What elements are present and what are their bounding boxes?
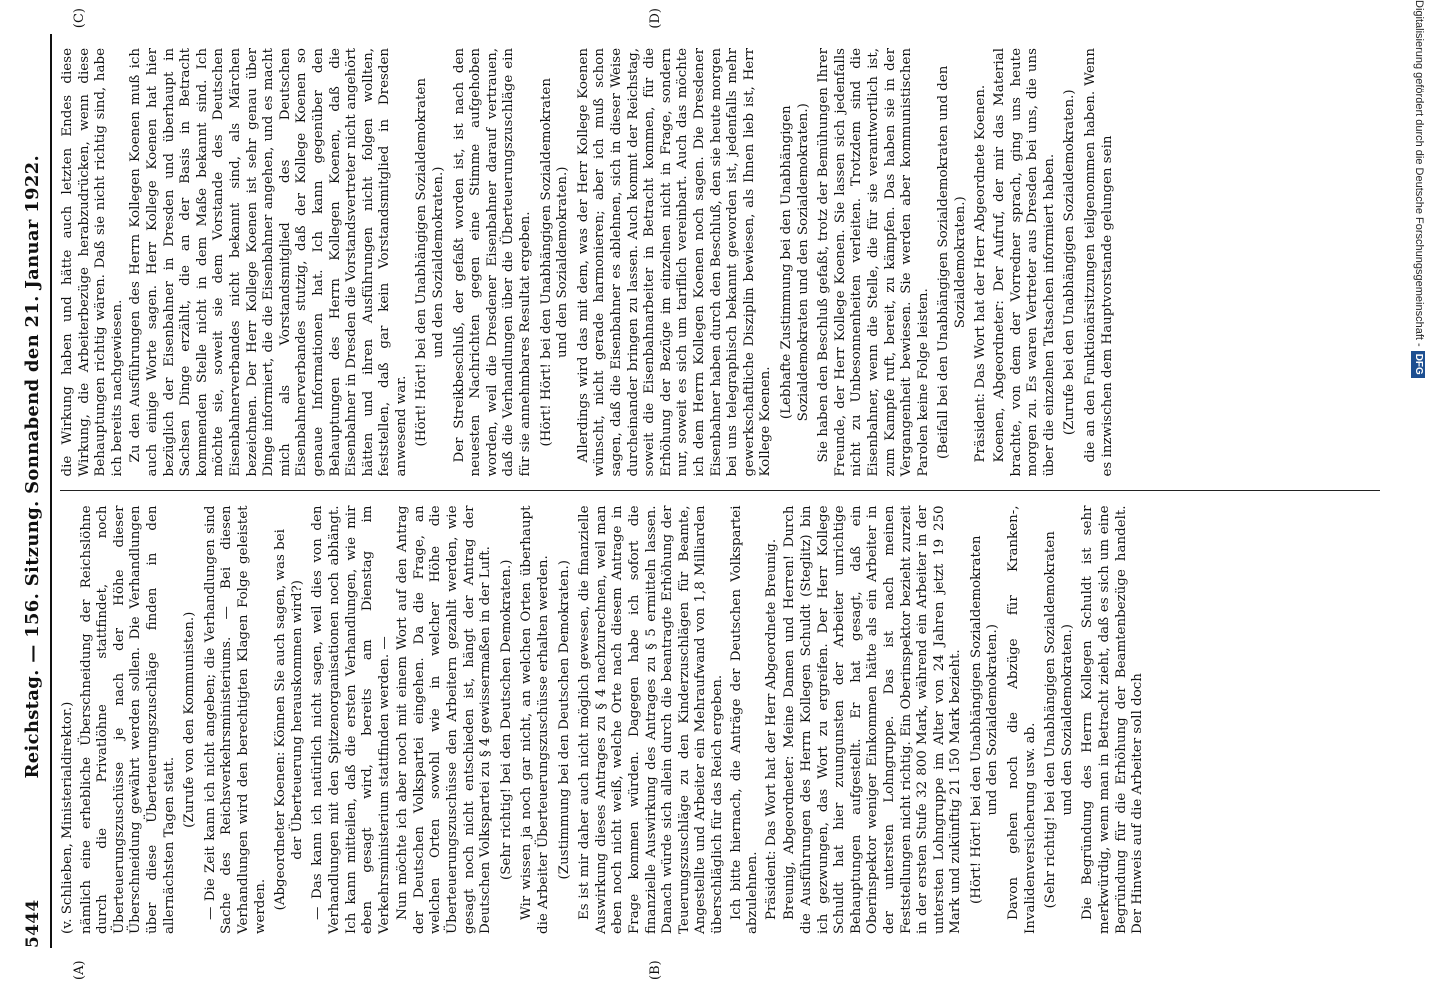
- paragraph: Präsident: Das Wort hat der Herr Abgeordnete Koenen.: [973, 84, 989, 463]
- interjection: (Sehr richtig! bei den Deutschen Demokraten.): [498, 559, 514, 880]
- paragraph: die Wirkung haben und hätte auch letzten Endes diese Wirkung, die Arbeiterbezüge herabzudrücken, wenn diese Behauptungen richtig wären. Daß sie nicht richtig sind, habe ich bereits nachgewiesen.: [60, 48, 125, 477]
- interjection: (Lebhafte Zustimmung bei den Unabhängigen Sozialdemokraten und den Sozialdemokraten.): [778, 103, 811, 422]
- page-number: 5444: [23, 899, 43, 948]
- paragraph: Nun möchte ich aber noch mit einem Wort auf den Antrag der Deutschen Volkspartei eingehen. Da die Frage, an welchen Orten sowohl wie in welcher Höhe die Überteuerungszuschüsse den Arbeitern gezahlt werden, wie gesagt noch nicht entschieden ist, hängt der Antrag der Deutschen Volkspartei zu § 4 gewissermaßen in der Luft.: [395, 505, 494, 934]
- interjection: (Zustimmung bei den Deutschen Demokraten.): [556, 560, 572, 880]
- interjection: (Abgeordneter Koenen: Können Sie auch sagen, was bei der Überteuerung herauskommen wird?): [273, 529, 305, 911]
- digitization-credit: Digitalisierung gefördert durch die Deutsche Forschungsgemeinschaft -: [1413, 0, 1425, 347]
- margin-mark-b: (B): [648, 960, 663, 980]
- digitization-note: [1408, 0, 1430, 1000]
- interjection: (Zurufe von den Kommunisten.): [182, 611, 198, 828]
- dfg-logo: DFG: [1411, 351, 1425, 378]
- margin-mark-a: (A): [72, 960, 87, 980]
- digitization-note-text: [1408, 0, 1430, 1000]
- left-column: [60, 491, 1380, 949]
- interjection: (Hört! Hört! bei den Unabhängigen Sozialdemokraten und den Sozialdemokraten.): [538, 78, 571, 447]
- paragraph: Sie haben den Beschluß gefaßt, trotz der Bemühungen Ihrer Freunde, der Herr Kollege Koenen. Sie lassen sich jedenfalls nicht zu Unbesonnenheiten verleiten. Trotzdem sind die Eisenbahner, wenn die Stelle, die für sie verantwortlich ist, zum Kampfe ruft, bereit, zu kämpfen. Das haben sie in der Vergangenheit bewiesen. Sie werden aber kommunistischen Parolen keine Folge leisten.: [816, 48, 931, 477]
- paragraph: Allerdings wird das mit dem, was der Herr Kollege Koenen wünscht, nicht gerade harmonieren; aber ich muß schon sagen, daß die Eisenbahner es ablehnen, sich in dieser Weise durcheinander bringen zu lassen. Auch kommt der Reichstag, soweit die Eisenbahnarbeiter in Betracht kommen, für die Erhöhung der Bezüge im einzelnen nicht in Frage, sondern nur, soweit es sich um tariflich vereinbart. Auch das möchte ich dem Herrn Kollegen Koenen noch sagen. Die Dresdener Eisenbahner haben durch den Beschluß, den sie heute morgen bei uns telegraphisch bekannt geworden ist, jedenfalls mehr gewerkschaftliche Disziplin bewiesen, als Ihnen lieb ist, Herr Kollege Koenen.: [575, 48, 774, 477]
- paragraph: Es ist mir daher auch nicht möglich gewesen, die finanzielle Auswirkung dieses Antrages zu § 4 nachzurechnen, weil man eben noch nicht weiß, welche Orte nach diesem Antrage in Frage kommen würden. Dagegen habe ich sofort die finanzielle Auswirkung des Antrages zu § 5 ermitteln lassen. Danach würde sich allein durch die beantragte Erhöhung der Teuerungszuschläge zu den Kinderzuschlägen für Beamte, Angestellte und Arbeiter ein Mehraufwand von 1,8 Milliarden überschläglich für das Reich ergeben.: [577, 505, 725, 934]
- paragraph: Koenen, Abgeordneter: Der Aufruf, der mir das Material brachte, von dem der Vorredner sprach, ging uns heute morgen zu. Es waren Vertreter aus Dresden bei uns, die uns über die einzelnen Tatsachen informiert haben.: [992, 48, 1057, 477]
- margin-mark-c: (C): [72, 8, 87, 29]
- paragraph: die an den Funktionärsitzungen teilgenommen haben. Wenn es inzwischen dem Hauptvorstande gelungen sein: [1083, 48, 1115, 477]
- interjection: (Hört! Hört! bei den Unabhängigen Sozialdemokraten und den Sozialdemokraten.): [968, 535, 1001, 904]
- page-title: Reichstag. — 156. Sitzung. Sonnabend den 21. Januar 1922.: [22, 154, 43, 779]
- paragraph: Wir wissen ja noch gar nicht, an welchen Orten überhaupt die Arbeiter Überteuerungszuschüsse erhalten werden.: [519, 505, 552, 934]
- interjection: (Hört! Hört! bei den Unabhängigen Sozialdemokraten und den Sozialdemokraten.): [414, 78, 447, 447]
- paragraph: Breunig, Abgeordneter: Meine Damen und Herren! Durch die Ausführungen des Herrn Kollegen Schuldt (Steglitz) bin ich gezwungen, das Wort zu ergreifen. Der Herr Kollege Schuldt hat hier zuungunsten der Arbeiter unrichtige Behauptungen aufgestellt. Er hat gesagt, daß ein Oberinspektor weniger Einkommen hätte als ein Arbeiter in der untersten Lohngruppe. Das ist nach meinen Feststellungen nicht richtig. Ein Oberinspektor bezieht zurzeit in der ersten Stufe 32 800 Mark, während ein Arbeiter in der untersten Lohngruppe im Alter von 24 Jahren jetzt 19 250 Mark und zukünftig 21 150 Mark bezieht.: [782, 505, 964, 934]
- paragraph: nämlich eine erhebliche Überschneidung der Reichslöhne durch die Privatlöhne stattfindet, noch Überteuerungszuschüsse je nach der Höhe dieser Überschneidung gewährt werden sollen. Die Verhandlungen über diese Überteuerungszuschläge finden in den allernächsten Tagen statt.: [78, 505, 177, 934]
- paragraph: — Das kann ich natürlich nicht sagen, weil dies von den Verhandlungen mit den Spitzenorganisationen noch abhängt. Ich kann mitteilen, daß die ersten Verhandlungen, wie mir eben gesagt wird, bereits am Dienstag im Verkehrsministerium stattfinden werden. —: [310, 505, 392, 934]
- interjection: (Beifall bei den Unabhängigen Sozialdemokraten und den Sozialdemokraten.): [936, 65, 968, 459]
- paragraph: Der Streikbeschluß, der gefaßt worden ist, ist nach den neuesten Nachrichten gegen eine Stimme aufgehoben worden, weil die Dresdener Eisenbahner darauf vertrauen, daß die Verhandlungen über die Überteuerungszuschläge ein für sie annehmbares Resultat ergeben.: [451, 48, 534, 477]
- interjection: (Sehr richtig! bei den Unabhängigen Sozialdemokraten und den Sozialdemokraten.): [1043, 531, 1075, 909]
- paragraph: Präsident: Das Wort hat der Herr Abgeordnete Breunig.: [763, 538, 779, 920]
- paragraph: Die Begründung des Herrn Kollegen Schuldt ist sehr merkwürdig, wenn man in Betracht zieht, daß es sich um eine Begründung für die Erhöhung der Beamtenbezüge handelt. Der Hinweis auf die Arbeiter soll doch: [1080, 505, 1146, 934]
- right-column: [60, 34, 1380, 491]
- interjection: (Zurufe bei den Unabhängigen Sozialdemokraten.): [1062, 89, 1078, 436]
- paragraph: Ich bitte hiernach, die Anträge der Deutschen Volkspartei abzulehnen.: [728, 505, 761, 934]
- paragraph: (v. Schlieben, Ministerialdirektor.): [60, 701, 75, 934]
- page-header: [22, 34, 52, 948]
- paragraph: — Die Zeit kann ich nicht angeben; die Verhandlungen sind Sache des Reichsverkehrsministeriums. — Bei diesen Verhandlungen wird den berechtigten Klagen Folge geleistet werden.: [202, 505, 268, 934]
- paragraph: Davon gehen noch die Abzüge für Kranken-, Invalidenversicherung usw. ab.: [1006, 505, 1038, 934]
- paragraph: Zu den Ausführungen des Herrn Kollegen Koenen muß ich auch einige Worte sagen. Herr Kollege Koenen hat hier bezüglich der Eisenbahner in Dresden und überhaupt in Sachsen Dinge erzählt, die an der Basis in Betracht kommenden Stelle nicht in dem Maße bekannt sind. Ich möchte sie, soweit sie dem Vorstande des Deutschen Eisenbahnerverbandes nicht bekannt sind, als Märchen bezeichnen. Der Herr Kollege Koenen ist sehr genau über Dinge informiert, die die Eisenbahner angehen, und es macht mich als Vorstandsmitglied des Deutschen Eisenbahnerverbandes stutzig, daß der Kollege Koenen so genaue Informationen hat. Ich kann gegenüber den Behauptungen des Herrn Kollegen Koenen, daß die Eisenbahner in Dresden die Vorstandsvertreter nicht angehört hätten und ihren Ausführungen nicht folgen wollten, feststellen, daß gar kein Vorstandsmitglied in Dresden anwesend war.: [128, 48, 409, 477]
- margin-mark-d: (D): [648, 8, 663, 29]
- text-columns: [60, 34, 1380, 948]
